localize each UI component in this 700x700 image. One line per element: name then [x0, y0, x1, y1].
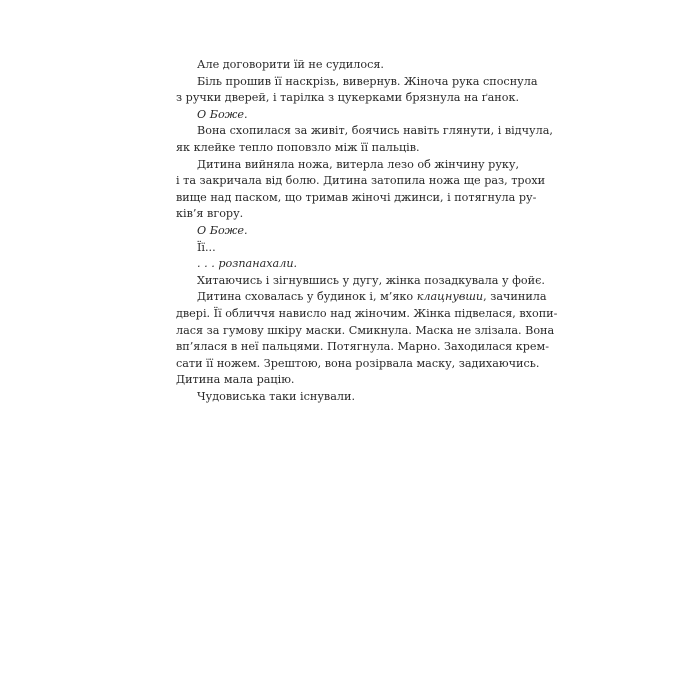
text-line: як клейке тепло поповзло між її пальців.	[176, 140, 420, 154]
text-line: Вона схопилася за живіт, боячись навіть глянути, і відчула,	[197, 124, 553, 138]
text-line: і та закричала від болю. Дитина затопила ножа ще раз, трохи	[176, 174, 546, 188]
body-text	[176, 57, 558, 405]
paragraph-6	[176, 223, 534, 240]
text-line: вище над паском, що тримав жіночі джинси, і потягнула ру-	[176, 190, 537, 204]
text-line: сати її ножем. Зрештою, вона розірвала маску, задихаючись.	[176, 356, 540, 370]
paragraph-11	[176, 389, 534, 406]
paragraph-3	[176, 107, 534, 124]
text-line: О Боже.	[197, 223, 248, 237]
paragraph-9	[176, 273, 545, 290]
text-line: Дитина вийняла ножа, витерла лезо об жінчину руку,	[197, 157, 520, 171]
text-line: . . . розпанахали.	[197, 257, 298, 271]
paragraph-10	[176, 289, 558, 389]
inline-italic-word: клацнувши	[416, 290, 484, 304]
text-line: Дитина сховалась у будинок і, м’яко клацнувши, зачинила	[197, 290, 547, 304]
text-line: з ручки дверей, і тарілка з цукерками брязнула на ґанок.	[176, 91, 520, 105]
text-line: лася за гумову шкіру маски. Смикнула. Маска не злізала. Вона	[176, 323, 555, 337]
paragraph-1	[176, 57, 534, 74]
text-line: ків’я вгору.	[176, 207, 244, 221]
text-line: вп’ялася в неї пальцями. Потягнула. Марно. Заходилася крем-	[176, 340, 550, 354]
paragraph-7	[176, 240, 534, 257]
text-line: Хитаючись і зігнувшись у дугу, жінка позадкувала у фойє.	[197, 273, 545, 287]
text-line: Біль прошив її наскрізь, вивернув. Жіноча рука споснула	[197, 74, 538, 88]
text-line: Чудовиська таки існували.	[197, 389, 356, 403]
paragraph-8	[176, 256, 534, 273]
text-line: Дитина мала рацію.	[176, 373, 295, 387]
text-line: двері. Її обличчя нависло над жіночим. Жінка підвелася, вхопи-	[176, 306, 558, 320]
text-line: Але договорити їй не судилося.	[197, 58, 384, 71]
paragraph-4	[176, 123, 553, 156]
paragraph-2	[176, 74, 538, 107]
paragraph-5	[176, 157, 546, 223]
text-line: Її...	[197, 240, 216, 254]
text-line: О Боже.	[197, 107, 248, 121]
